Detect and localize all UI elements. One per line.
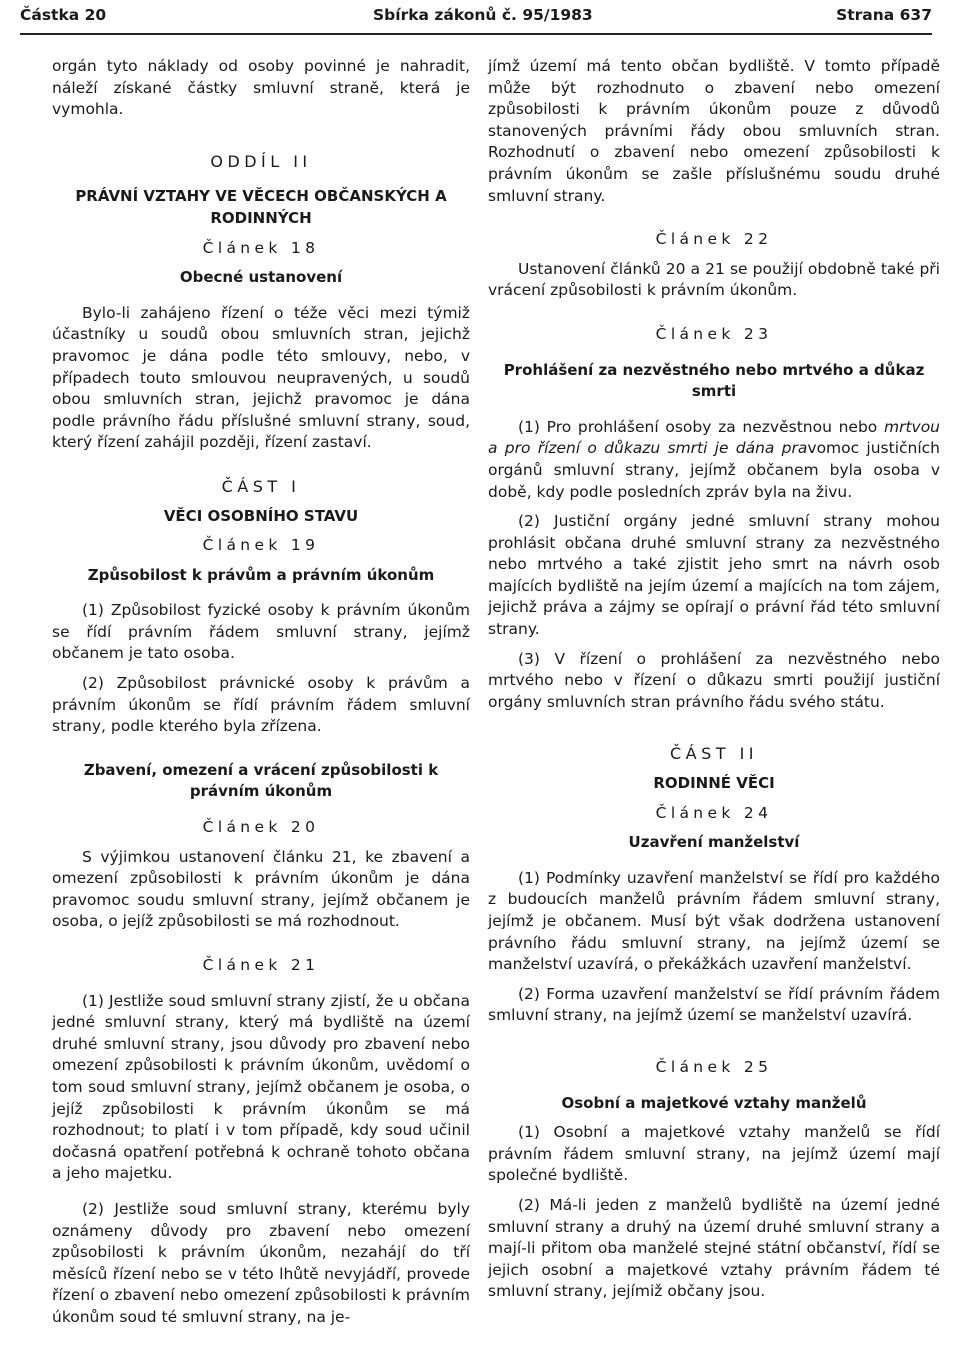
page-header — [20, 6, 932, 28]
left-column — [52, 56, 470, 1329]
article-25-title: Osobní a majetkové vztahy manželů — [561, 1093, 867, 1112]
article-23-paragraph-3: (3) V řízení o prohlášení za nezvěstného nebo mrtvého nebo v řízení o důkazu smrti použijí justiční orgány smluvních stran právního řádu svého státu. — [488, 649, 940, 711]
article-20-heading: Článek 20 — [202, 818, 320, 837]
part-1-title: VĚCI OSOBNÍHO STAVU — [163, 506, 359, 525]
section-title: PRÁVNÍ VZTAHY VE VĚCECH OBČANSKÝCH A RODINNÝCH — [75, 187, 447, 227]
article-23-heading: Článek 23 — [655, 324, 773, 343]
article-24-heading: Článek 24 — [655, 803, 773, 822]
article-21-paragraph-1: (1) Jestliže soud smluvní strany zjistí, že u občana jedné smluvní strany, který má bydliště na území druhé smluvní strany, jsou důvody pro zbavení nebo omezení způsobilosti k právním úkonům, uvědomí o tom soud smluvní strany, jejímž občanem je osoba, o jejíž způsobilosti k právním úkonům se má rozhodnout; to platí i v tom případě, kdy soud učinil dočasná opatření potřebná k ochraně tohoto občana a jeho majetku. — [52, 991, 470, 1183]
article-23-paragraph-1-start: (1) Pro prohlášení osoby za nezvěstnou nebo — [518, 417, 884, 436]
header-divider — [20, 33, 932, 35]
section-heading: ODDÍL II — [210, 151, 312, 171]
article-25-paragraph-1: (1) Osobní a majetkové vztahy manželů se řídí právním řádem smluvní strany, na jejímž území mají společné bydliště. — [488, 1123, 940, 1185]
article-23-title: Prohlášení za nezvěstného nebo mrtvého a důkaz smrti — [503, 360, 925, 401]
capacity-subsection-title: Zbavení, omezení a vrácení způsobilosti k právním úkonům — [83, 760, 439, 801]
article-22-heading: Článek 22 — [655, 230, 773, 249]
header-part-number: Částka 20 — [20, 6, 107, 24]
article-19-title: Způsobilost k právům a právním úkonům — [87, 565, 435, 584]
article-24-title: Uzavření manželství — [628, 833, 800, 852]
intro-paragraph: orgán tyto náklady od osoby povinné je nahradit, náleží získané částky smluvní straně, která je vymohla. — [52, 57, 470, 119]
article-23-paragraph-2: (2) Justiční orgány jedné smluvní strany mohou prohlásit občana druhé smluvní strany za nezvěstného nebo mrtvého a také zjistit jeho smrt na návrh osob majících bydliště na jejím území a majících na tom zájem, jejichž práva a zájmy se opírají o právní řád této smluvní strany. — [488, 512, 940, 639]
article-23-paragraph-1-italic: mrtvou a pro řízení o důkazu smrti je dána pra — [488, 417, 940, 458]
part-2-title: RODINNÉ VĚCI — [653, 774, 775, 793]
article-21-heading: Článek 21 — [202, 956, 320, 974]
part-2-heading: ČÁST II — [670, 744, 758, 764]
article-18-title: Obecné ustanovení — [179, 268, 343, 287]
header-page-number: Strana 637 — [836, 6, 932, 24]
article-19-paragraph-1: (1) Způsobilost fyzické osoby k právním úkonům se řídí právním řádem smluvní strany, jejímž občanem je tato osoba. — [52, 601, 470, 663]
article-20-text: S výjimkou ustanovení článku 21, ke zbavení a omezení způsobilosti k právním úkonům je dána pravomoc soudu smluvní strany, jejímž občanem je osoba, o jejíž způsobilosti se má rozhodnout. — [52, 847, 470, 931]
part-1-heading: ČÁST I — [221, 476, 301, 496]
article-19-paragraph-2: (2) Způsobilost právnické osoby k právům a právním úkonům se řídí právním řádem smluvní strany, podle kterého byla zřízena. — [52, 674, 470, 736]
article-23-paragraph-1-end: vomoc justičních orgánů smluvní strany, jejímž občanem byla osoba v době, kdy podle posledních zpráv byla na živu. — [488, 439, 941, 501]
article-19-heading: Článek 19 — [202, 536, 320, 555]
article-24-paragraph-2: (2) Forma uzavření manželství se řídí právním řádem smluvní strany, na jejímž území se manželství uzavírá. — [488, 984, 940, 1025]
article-21-continuation: jímž území má tento občan bydliště. V tomto případě může být rozhodnuto o zbavení nebo omezení způsobilosti k právním úkonům pouze z důvodů stanovených právními řády obou smluvních stran. Rozhodnutí o zbavení nebo omezení způsobilosti k právním úkonům se zašle příslušnému soudu druhé smluvní strany. — [488, 57, 940, 205]
article-18-text: Bylo-li zahájeno řízení o téže věci mezi týmiž účastníky u soudů obou smluvních stran, jejichž pravomoc je dána podle této smlouvy, nebo, v případech touto smlouvou neupravených, u soudů obou smluvních stran, jejichž pravomoc je dána podle právního řádu příslušné smluvní strany, soud, který řízení zahájil později, řízení zastaví. — [52, 303, 470, 452]
article-22-text: Ustanovení článků 20 a 21 se použijí obdobně také při vrácení způsobilosti k právním úkonům. — [488, 259, 940, 300]
article-25-paragraph-2: (2) Má-li jeden z manželů bydliště na území jedné smluvní strany a druhý na území druhé smluvní strany a mají-li přitom oba manželé stejné státní občanství, řídí se jejich osobní a majetkové vztahy právním řádem té smluvní strany, jejímiž občany jsou. — [488, 1195, 940, 1301]
right-column — [488, 56, 940, 1303]
article-18-heading: Článek 18 — [202, 238, 320, 257]
header-collection: Sbírka zákonů č. 95/1983 — [373, 6, 593, 24]
article-23-paragraph-1 — [488, 417, 940, 503]
article-24-paragraph-1: (1) Podmínky uzavření manželství se řídí pro každého z budoucích manželů právním řádem smluvní strany, jejímž je občanem. Musí být však dodržena ustanovení právního řádu smluvní strany, na jejímž území se manželství uzavírá, o překážkách uzavření manželství. — [488, 868, 940, 974]
article-25-heading: Článek 25 — [655, 1057, 773, 1076]
article-21-paragraph-2: (2) Jestliže soud smluvní strany, kterému byly oznámeny důvody pro zbavení nebo omezení způsobilosti k právním úkonům, nezahájí do tří měsíců řízení nebo se v této lhůtě nevyjádří, provede řízení o zbavení nebo omezení způsobilosti k právním úkonům soud té smluvní strany, na je- — [52, 1199, 470, 1326]
